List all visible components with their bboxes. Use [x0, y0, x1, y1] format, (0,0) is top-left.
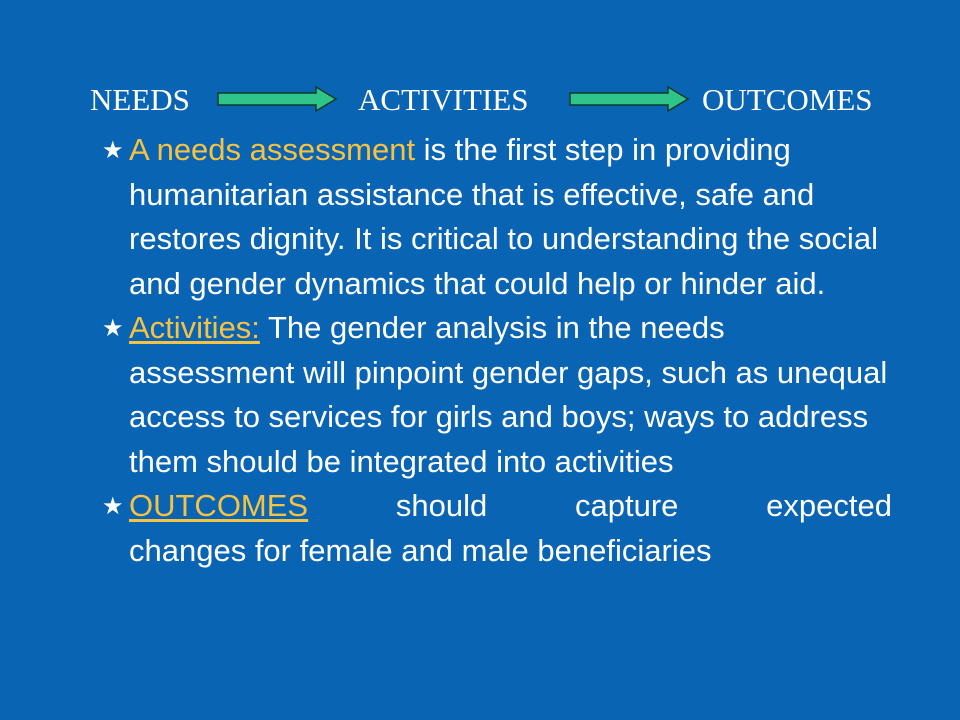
right-arrow-icon [568, 86, 690, 112]
needs-assessment-highlight: A needs assessment [129, 132, 416, 167]
activities-text: The gender analysis in the needs assessment will pinpoint gender gaps, such as unequal access to services for girls and boys; ways to address them should be integrated into activities [129, 310, 888, 479]
star-bullet-icon: ★ [102, 492, 124, 520]
needs-activities-outcomes-flow [90, 80, 910, 120]
activities-highlight: Activities: [129, 310, 260, 345]
bullet-outcomes [102, 484, 892, 573]
flow-activities-label: ACTIVITIES [358, 82, 529, 117]
needs-assessment-text: is the first step in providing humanitarian assistance that is effective, safe and restores dignity. It is critical to understanding the social and gender dynamics that could help or hinder aid. [129, 132, 878, 301]
bullet-list [102, 128, 892, 573]
flow-needs-label: NEEDS [90, 82, 190, 117]
right-arrow-icon [216, 86, 338, 112]
bullet-activities [102, 306, 892, 484]
star-bullet-icon: ★ [102, 314, 124, 342]
outcomes-text-line1: should capture expected [308, 488, 892, 523]
star-bullet-icon: ★ [102, 136, 124, 164]
flow-outcomes-label: OUTCOMES [702, 82, 873, 117]
outcomes-highlight: OUTCOMES [129, 488, 309, 523]
bullet-needs-assessment [102, 128, 892, 306]
outcomes-first-line [129, 484, 892, 529]
outcomes-text-line2: changes for female and male beneficiaries [129, 532, 712, 568]
